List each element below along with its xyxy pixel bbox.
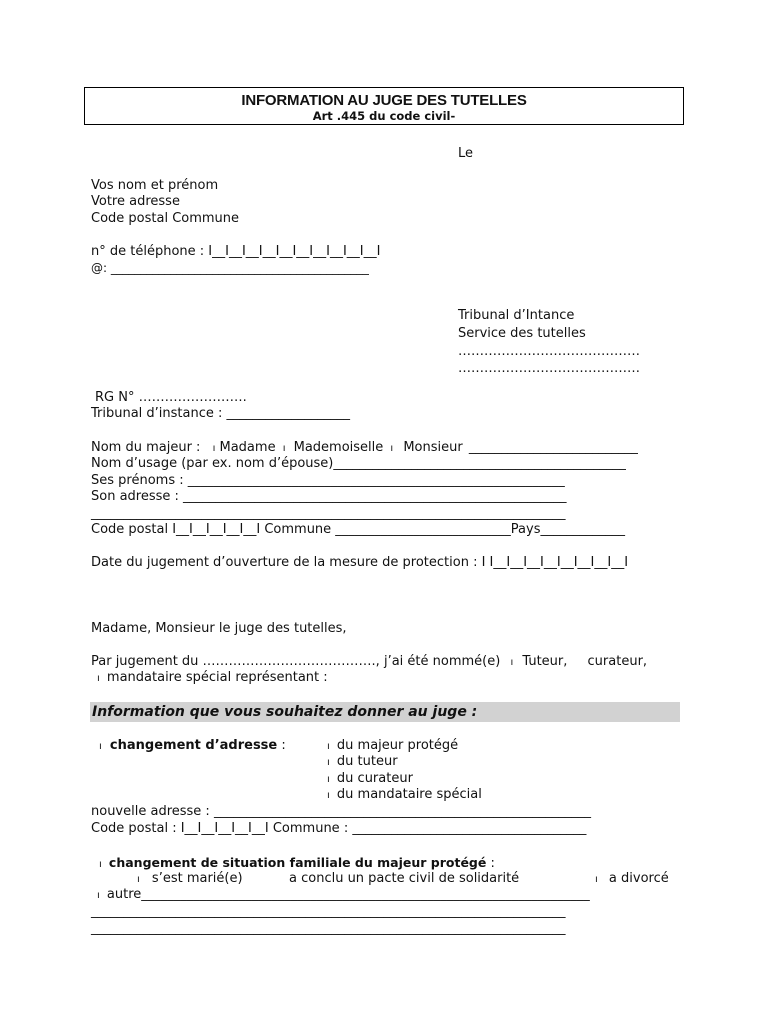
majeur-postal-field[interactable]: Code postal I__I__I__I__I__I Commune ___________________________Pays_____________ [91,522,625,537]
sender-name[interactable]: Vos nom et prénom [91,178,219,193]
firstnames-field[interactable]: Ses prénoms : __________________________________________________________ [91,473,565,488]
checkbox-divorce[interactable]: ı [595,874,598,885]
option-majeur-label: du majeur protégé [336,738,459,753]
checkbox-option-curateur[interactable]: ı [327,774,330,785]
new-postal-field[interactable]: Code postal : I__I__I__I__I__I Commune : ____________________________________ [91,821,587,836]
mademoiselle-label: Mademoiselle [293,440,384,455]
address-change-label: changement d’adresse [109,738,278,753]
divorce-option[interactable] [595,871,669,888]
date-label: Le [458,146,474,161]
email-field[interactable]: @: ___________________________________________ [91,261,369,275]
married-option[interactable] [137,871,243,888]
divorce-label: a divorcé [608,871,669,886]
salutation: Madame, Monsieur le juge des tutelles, [91,621,347,636]
document-subtitle: Art .445 du code civil- [312,109,456,123]
document-title: INFORMATION AU JUGE DES TUTELLES [241,92,527,109]
other-row [97,887,590,904]
mandataire-row [97,670,328,687]
option-curateur-label: du curateur [336,771,413,786]
checkbox-majeur[interactable]: ı [327,741,330,752]
checkbox-tuteur[interactable]: ı [510,657,514,668]
majeur-address-line2[interactable]: _________________________________________________________________________ [91,506,566,521]
new-address-field[interactable]: nouvelle adresse : __________________________________________________________ [91,804,591,819]
tribunal-field[interactable]: Tribunal d’instance : ___________________ [91,406,351,421]
recipient-dots2[interactable]: …………………………………… [458,361,640,376]
recipient-dots1[interactable]: …………………………………… [458,344,640,359]
checkbox-address-change[interactable]: ı [99,741,102,752]
judgment-date-field[interactable]: Date du jugement d’ouverture de la mesure de protection : I I__I__I__I__I__I__I__I__I [91,555,629,570]
option-tuteur[interactable] [327,754,398,771]
checkbox-option-mandataire[interactable]: ı [327,790,330,801]
other-line3[interactable]: _________________________________________________________________________ [91,921,566,936]
option-curateur[interactable] [327,771,413,788]
option-tuteur-label: du tuteur [336,754,398,769]
majeur-name-label: Nom du majeur : [91,440,201,455]
rg-number-field[interactable]: RG N° ……………………. [95,390,247,405]
married-label: s’est marié(e) [151,871,243,886]
option-majeur[interactable] [327,738,458,755]
usage-name-field[interactable]: Nom d’usage (par ex. nom d’épouse)_____________________________________________ [91,456,626,471]
family-change-colon: : [486,856,495,871]
address-change-colon: : [277,738,286,753]
madame-label: Madame [219,440,276,455]
option-mandataire[interactable] [327,787,482,804]
section-header [90,702,680,722]
checkbox-option-tuteur[interactable]: ı [327,757,330,768]
checkbox-mademoiselle[interactable]: ı [282,443,286,454]
majeur-name-row [91,440,638,457]
sender-address[interactable]: Votre adresse [91,194,180,209]
curateur-label[interactable]: curateur, [587,654,648,669]
section-title: Information que vous souhaitez donner au juge : [92,704,478,720]
recipient-line1: Tribunal d’Intance [458,308,575,323]
checkbox-family-change[interactable]: ı [99,859,102,870]
majeur-name-field[interactable]: __________________________ [468,440,638,455]
checkbox-madame[interactable]: ı [212,443,216,454]
other-field[interactable]: autre_____________________________________________________________________ [106,887,590,902]
other-line2[interactable]: _________________________________________________________________________ [91,904,566,919]
family-change-label: changement de situation familiale du majeur protégé [108,855,487,870]
monsieur-label: Monsieur [403,440,463,455]
judgment-date-dots[interactable]: Par jugement du …………………………………., j’ai été nommé(e) [91,654,501,669]
title-box [84,87,684,125]
option-mandataire-label: du mandataire spécial [336,787,482,802]
address-change-row [99,738,286,755]
mandataire-label: mandataire spécial représentant : [106,670,328,685]
sender-postal[interactable]: Code postal Commune [91,211,240,226]
phone-field[interactable]: n° de téléphone : I__I__I__I__I__I__I__I__I__I__I [91,244,381,259]
tuteur-label: Tuteur, [522,654,568,669]
checkbox-married[interactable]: ı [137,874,140,885]
majeur-address-field[interactable]: Son adresse : ___________________________________________________________ [91,489,567,504]
recipient-line2: Service des tutelles [458,326,586,341]
checkbox-other[interactable]: ı [97,890,100,901]
judgment-row [91,654,647,671]
checkbox-monsieur[interactable]: ı [390,443,394,454]
pacs-option[interactable]: a conclu un pacte civil de solidarité [289,871,520,886]
checkbox-mandataire[interactable]: ı [97,673,100,684]
